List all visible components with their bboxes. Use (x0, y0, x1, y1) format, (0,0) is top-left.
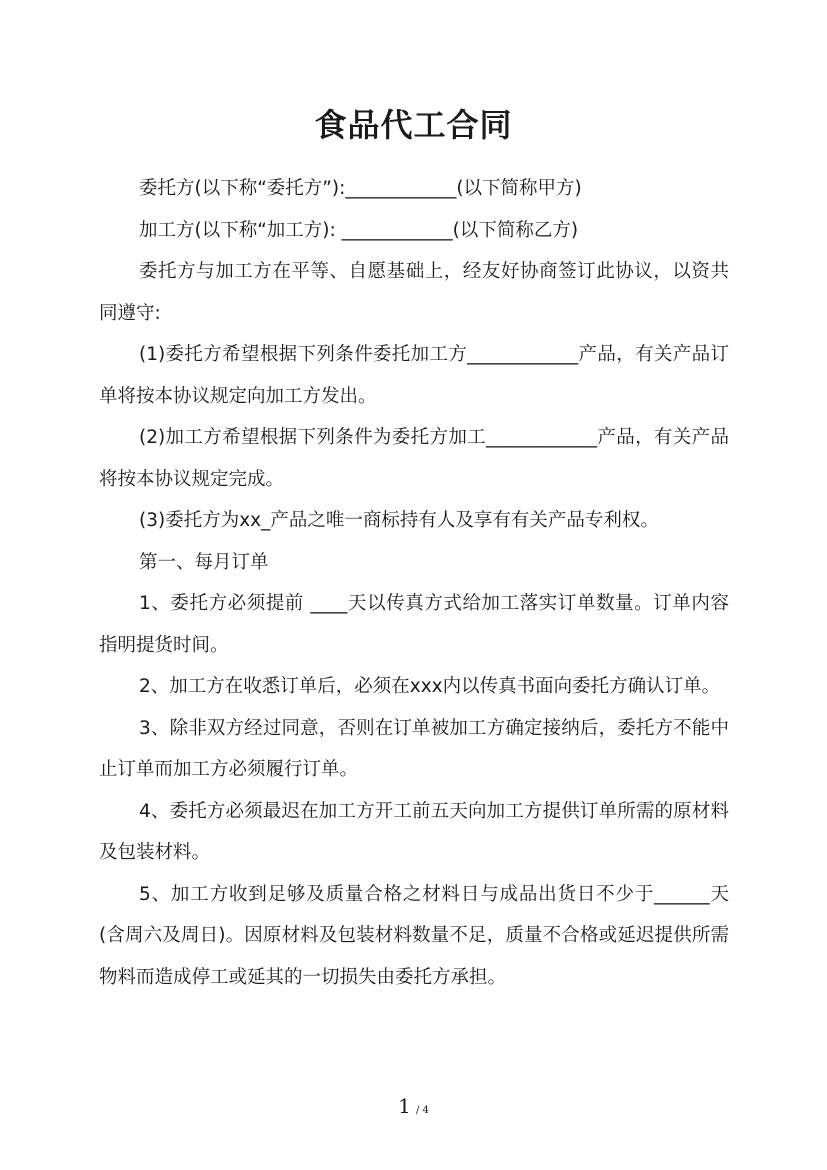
document-body (99, 168, 729, 998)
document-title: 食品代工合同 (314, 106, 513, 144)
page-footer (0, 1094, 827, 1118)
section-heading-monthly-orders: 第一、每月订单 (139, 551, 269, 573)
paragraph-item-2: 2、加工方在收悉订单后，必须在xxx内以传真书面向委托方确认订单。 (139, 676, 721, 697)
paragraph-item-4: 4、委托方必须最迟在加工方开工前五天向加工方提供订单所需的原材料及包装材料。 (99, 800, 729, 863)
paragraph-clause-3: (3)委托方为xx_产品之唯一商标持有人及享有有关产品专利权。 (139, 510, 659, 531)
paragraph-item-5: 5、加工方收到足够及质量合格之材料日与成品出货日不少于______天(含周六及周日)。因原材料及包装材料数量不足，质量不合格或延迟提供所需物料而造成停工或延其的一切损失由委托方承担。 (99, 883, 729, 988)
paragraph-principal: 委托方(以下称“委托方”):____________(以下简称甲方) (139, 178, 582, 199)
page-total: / 4 (415, 1105, 429, 1116)
paragraph-processor: 加工方(以下称“加工方): ____________(以下简称乙方) (139, 219, 579, 241)
paragraph-item-3: 3、除非双方经过同意，否则在订单被加工方确定接纳后，委托方不能中止订单而加工方必须履行订单。 (99, 717, 729, 780)
page-number: 1 (398, 1094, 411, 1118)
paragraph-item-1: 1、委托方必须提前 ____天以传真方式给加工落实订单数量。订单内容指明提货时间。 (99, 593, 729, 656)
paragraph-preamble: 委托方与加工方在平等、自愿基础上，经友好协商签订此协议，以资共同遵守: (99, 261, 729, 324)
paragraph-clause-2: (2)加工方希望根据下列条件为委托方加工____________产品，有关产品将按本协议规定完成。 (99, 427, 729, 490)
paragraph-clause-1: (1)委托方希望根据下列条件委托加工方____________产品，有关产品订单将按本协议规定向加工方发出。 (99, 344, 729, 407)
